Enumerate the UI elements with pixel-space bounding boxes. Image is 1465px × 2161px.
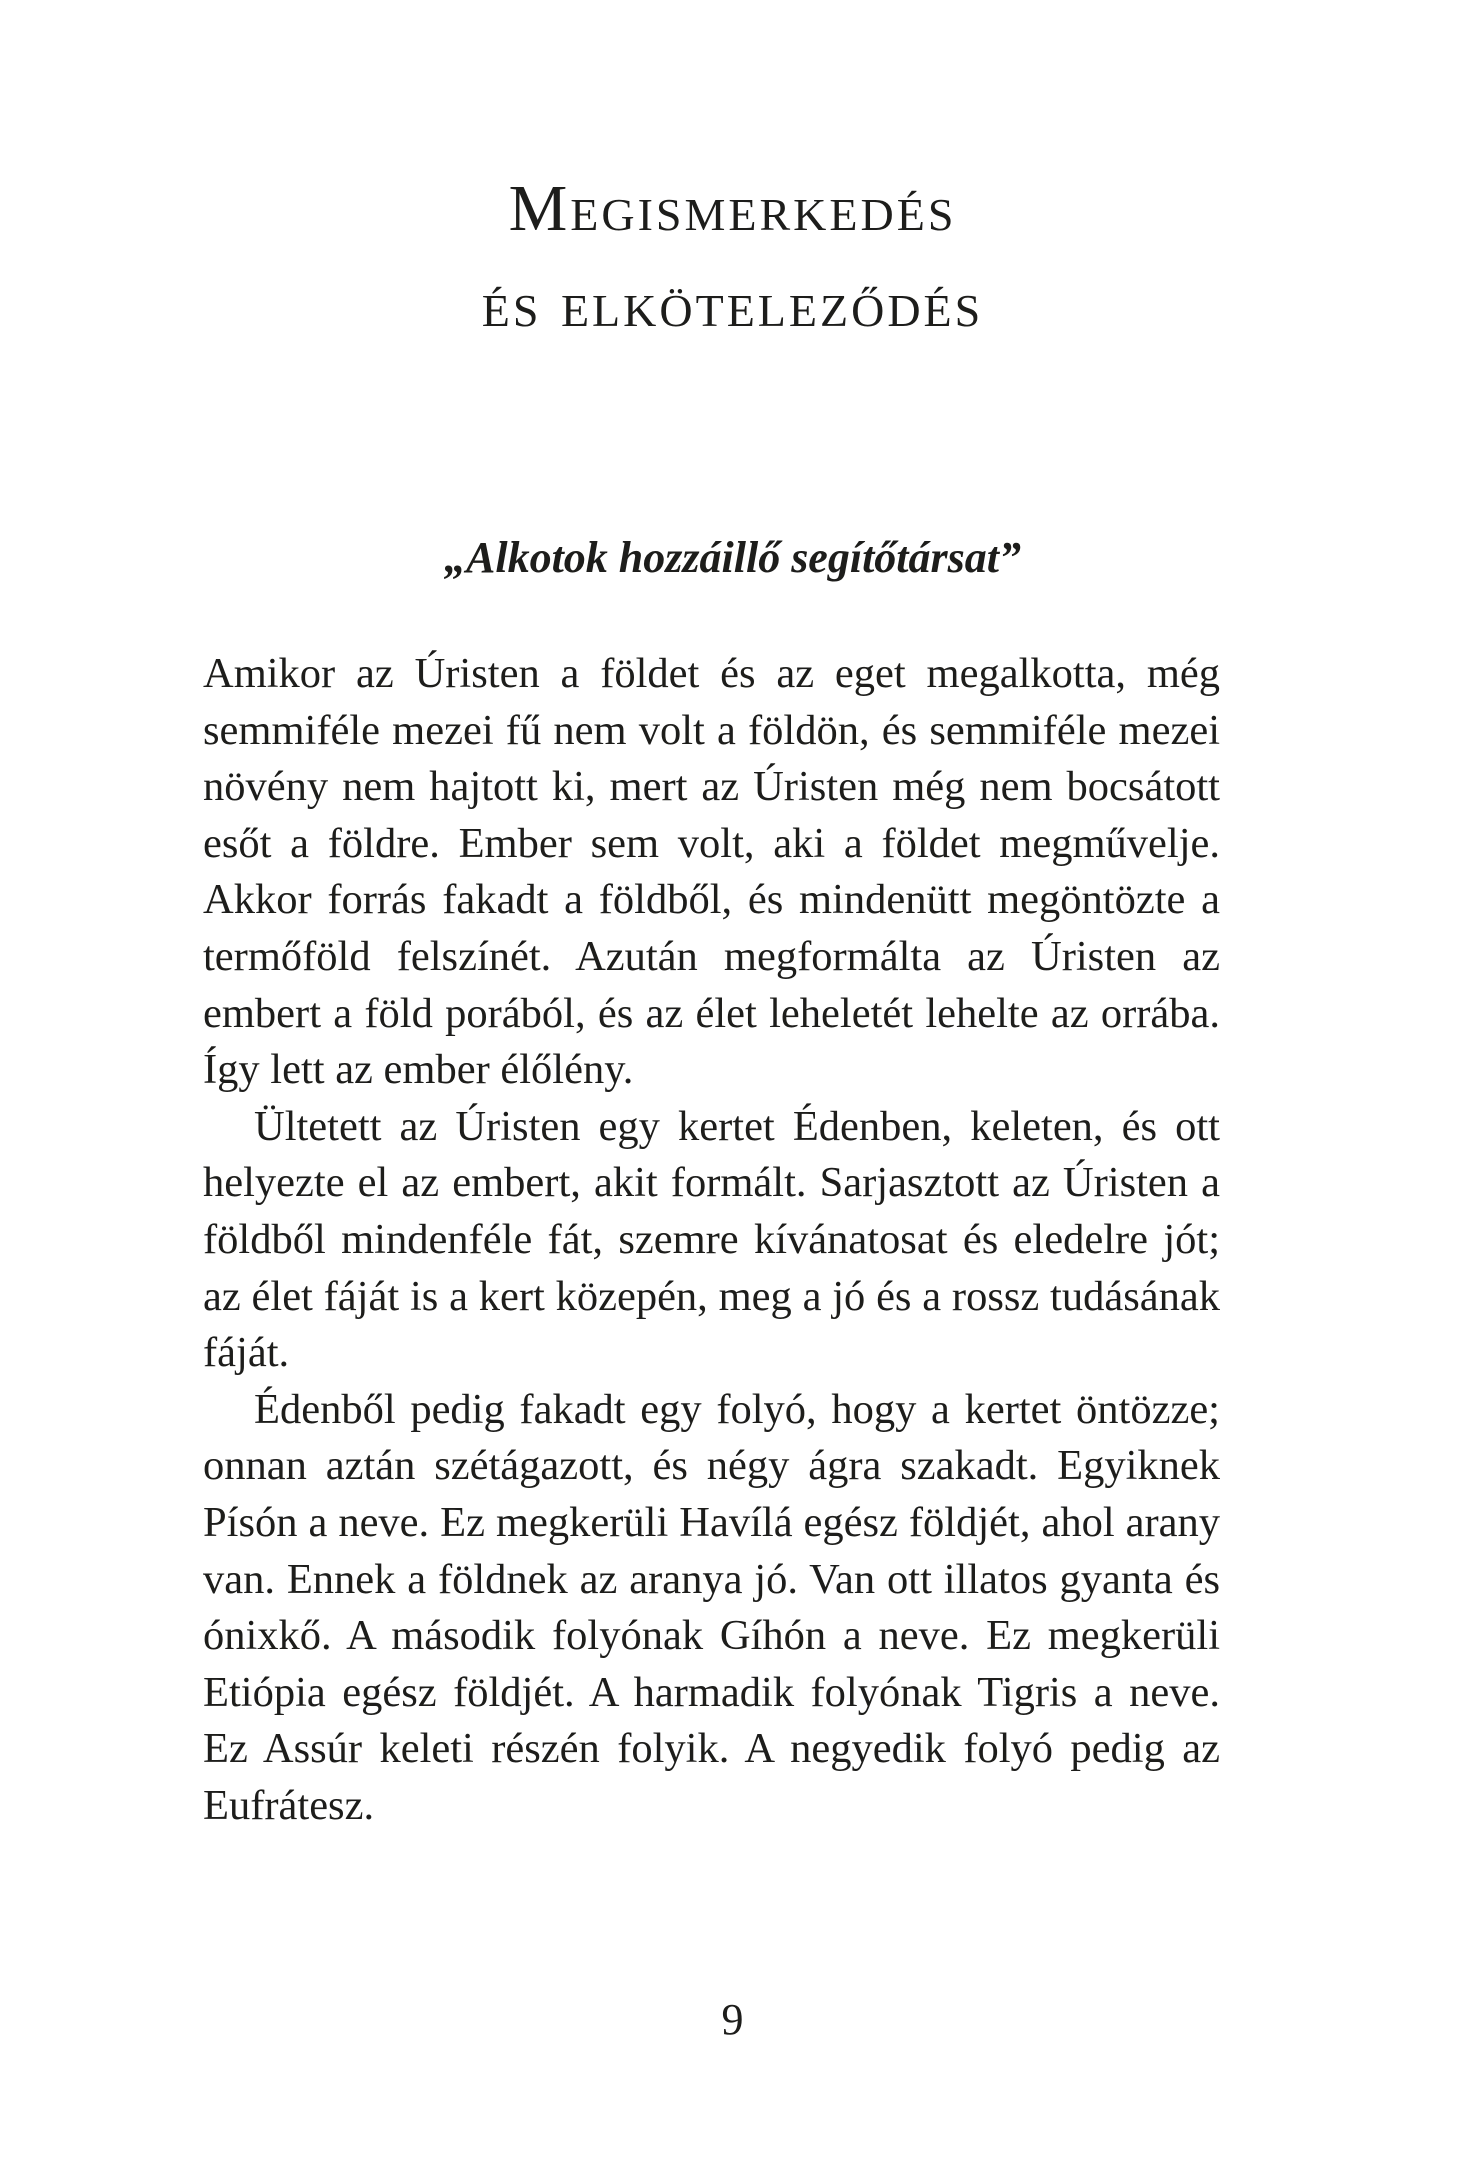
section-subtitle: „Alkotok hozzáillő segítőtársat” <box>444 533 1021 582</box>
page-number: 9 <box>721 1995 744 2044</box>
chapter-title-line-2: és elköteleződés <box>481 268 984 341</box>
body-text <box>203 646 1220 1834</box>
paragraph-3: Édenből pedig fakadt egy folyó, hogy a kertet öntözze; onnan aztán szétágazott, és négy ágra szakadt. Egyiknek Písón a neve. Ez megkerüli Havílá egész földjét, ahol arany van. Ennek a földnek az aranya jó. Van ott illatos gyanta és ónixkő. A második folyónak Gíhón a neve. Ez megkerüli Etiópia egész földjét. A harmadik folyónak Tigris a neve. Ez Assúr keleti részén folyik. A negyedik folyó pedig az Eufrátesz. <box>203 1385 1220 1829</box>
paragraph-1: Amikor az Úristen a földet és az eget megalkotta, még semmiféle mezei fű nem volt a földön, és semmiféle mezei növény nem hajtott ki, mert az Úristen még nem bocsátott esőt a földre. Ember sem volt, aki a földet megművelje. Akkor forrás fakadt a földből, és mindenütt megöntözte a termőföld felszínét. Azután megformálta az Úristen az embert a föld porából, és az élet leheletét lehelte az orrába. Így lett az ember élőlény. <box>203 650 1220 1094</box>
chapter-title-line-1: Megismerkedés <box>508 172 957 245</box>
paragraph-2: Ültetett az Úristen egy kertet Édenben, keleten, és ott helyezte el az embert, akit formált. Sarjasztott az Úristen a földből mindenféle fát, szemre kívánatosat és eledelre jót; az élet fáját is a kert közepén, meg a jó és a rossz tudásának fáját. <box>203 1102 1220 1377</box>
